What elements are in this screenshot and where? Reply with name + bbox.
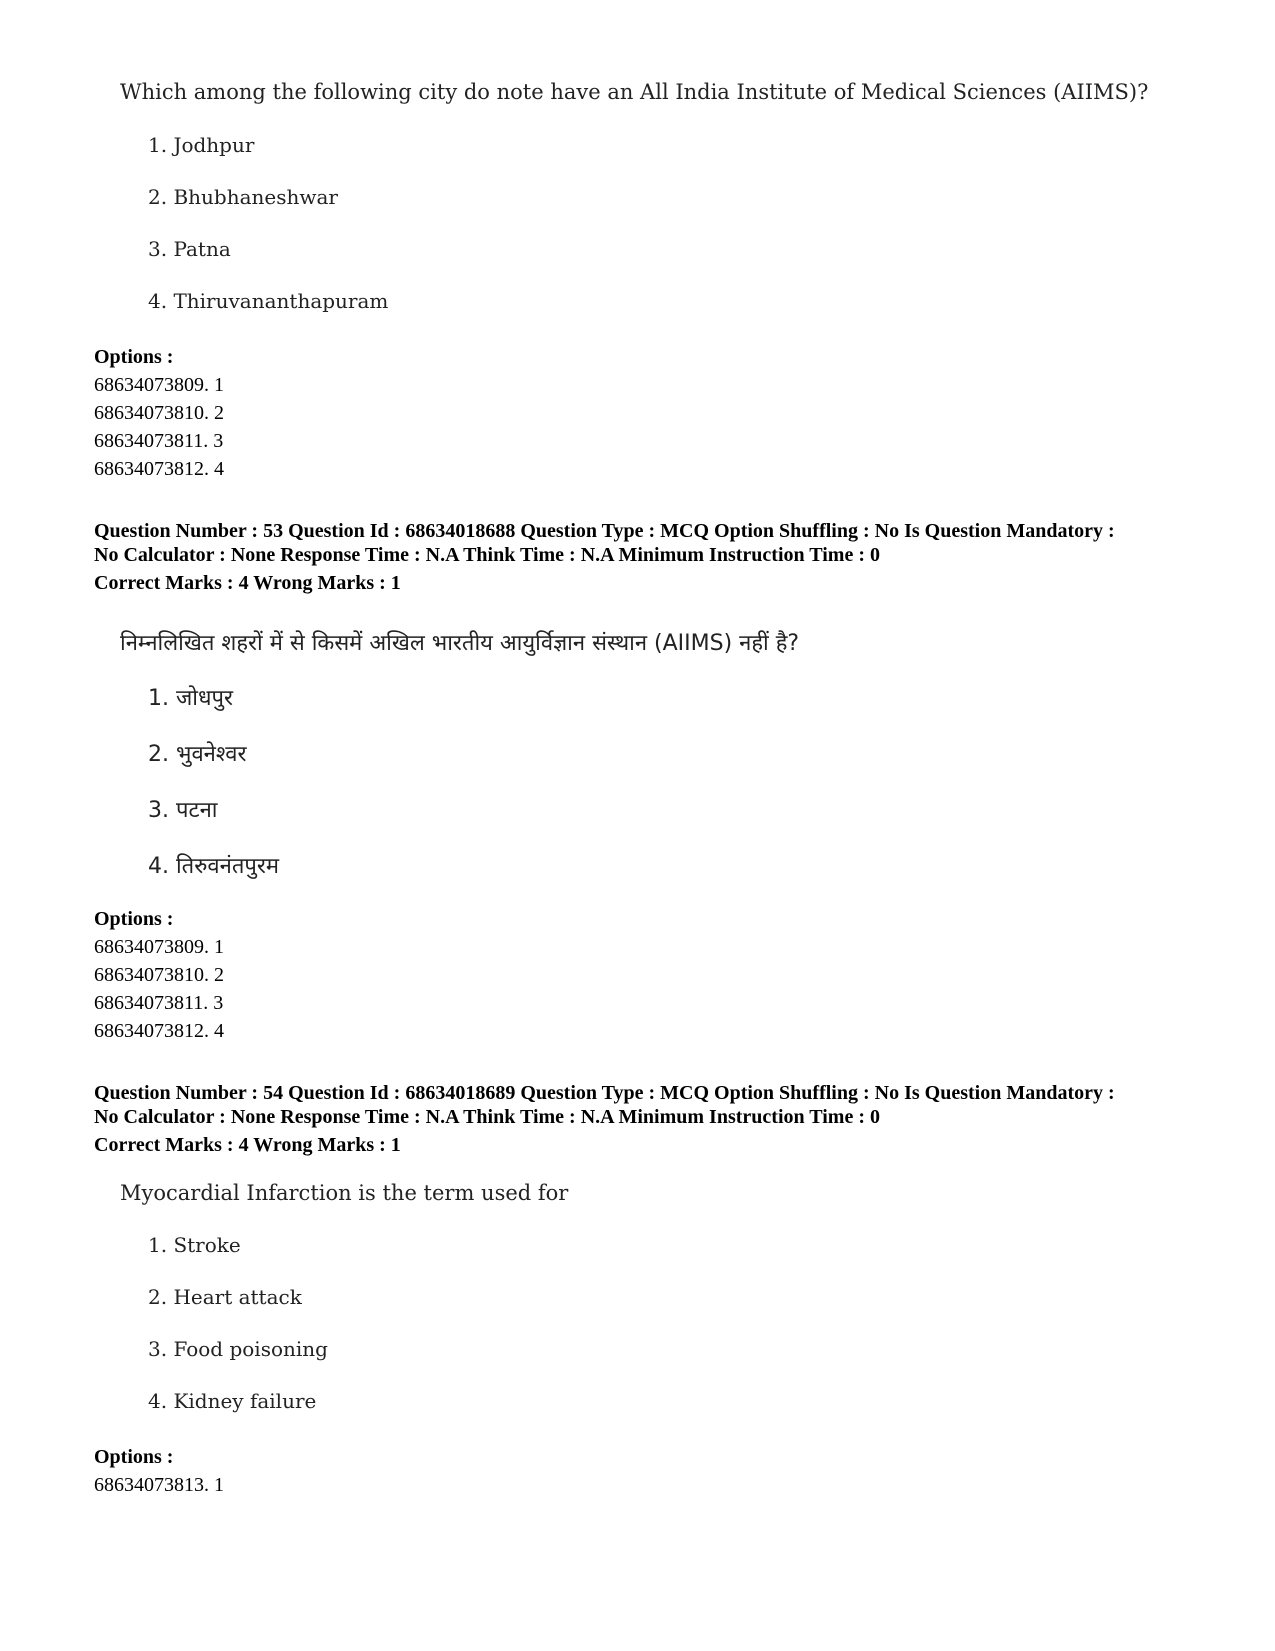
option-id: 68634073809. 1	[94, 374, 224, 396]
question-text: Which among the following city do note have an All India Institute of Medical Sciences (AIIMS)?	[120, 80, 1149, 104]
option-id: 68634073810. 2	[94, 402, 224, 424]
options-label: Options :	[94, 908, 174, 930]
marks-line: Correct Marks : 4 Wrong Marks : 1	[94, 572, 401, 594]
question-meta-line: No Calculator : None Response Time : N.A Think Time : N.A Minimum Instruction Time : 0	[94, 544, 880, 566]
marks-line: Correct Marks : 4 Wrong Marks : 1	[94, 1134, 401, 1156]
question-meta-line: Question Number : 54 Question Id : 68634018689 Question Type : MCQ Option Shuffling : No Is Question Mandatory :	[94, 1082, 1115, 1104]
option-id: 68634073813. 1	[94, 1474, 224, 1496]
option-id: 68634073812. 4	[94, 458, 224, 480]
choice-1: 1. Stroke	[148, 1233, 241, 1257]
choice-4: 4. तिरुवनंतपुरम	[148, 854, 280, 879]
choice-3: 3. Patna	[148, 237, 231, 261]
choice-4: 4. Kidney failure	[148, 1389, 317, 1413]
option-id: 68634073810. 2	[94, 964, 224, 986]
choice-2: 2. Bhubhaneshwar	[148, 185, 338, 209]
choice-1: 1. Jodhpur	[148, 133, 255, 157]
options-label: Options :	[94, 346, 174, 368]
option-id: 68634073811. 3	[94, 430, 224, 452]
option-id: 68634073812. 4	[94, 1020, 224, 1042]
question-meta-line: No Calculator : None Response Time : N.A Think Time : N.A Minimum Instruction Time : 0	[94, 1106, 880, 1128]
options-label: Options :	[94, 1446, 174, 1468]
choice-2: 2. Heart attack	[148, 1285, 302, 1309]
question-text: निम्नलिखित शहरों में से किसमें अखिल भारतीय आयुर्विज्ञान संस्थान (AIIMS) नहीं है?	[120, 631, 800, 656]
choice-3: 3. Food poisoning	[148, 1337, 328, 1361]
option-id: 68634073811. 3	[94, 992, 224, 1014]
question-text: Myocardial Infarction is the term used for	[120, 1181, 569, 1205]
question-meta-line: Question Number : 53 Question Id : 68634018688 Question Type : MCQ Option Shuffling : No Is Question Mandatory :	[94, 520, 1115, 542]
choice-4: 4. Thiruvananthapuram	[148, 289, 389, 313]
choice-1: 1. जोधपुर	[148, 686, 234, 711]
choice-3: 3. पटना	[148, 798, 218, 823]
choice-2: 2. भुवनेश्वर	[148, 742, 247, 767]
option-id: 68634073809. 1	[94, 936, 224, 958]
